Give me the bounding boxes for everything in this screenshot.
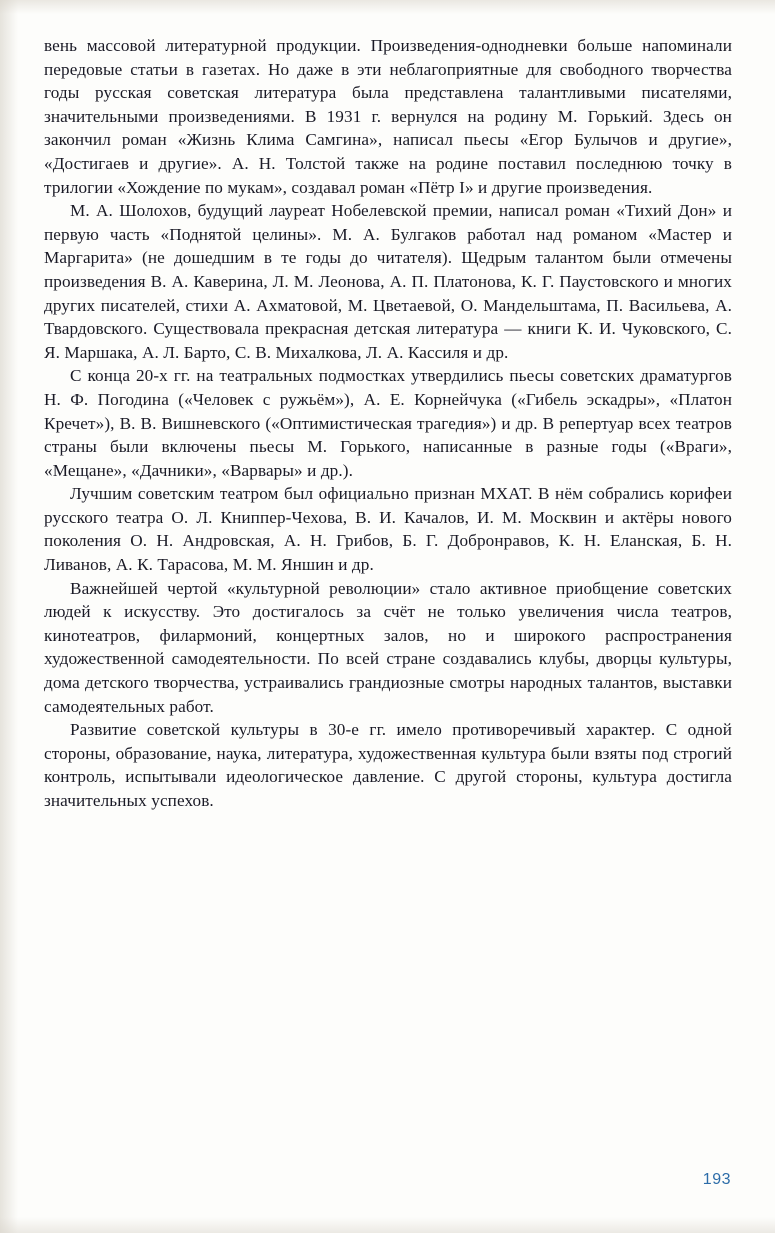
paragraph: Развитие советской культуры в 30-е гг. имело противоречивый характер. С одной стороны, образование, наука, литература, художественная культура были взяты под строгий контроль, испытывали идеологическое давление. С другой стороны, культура достигла значительных успехов. [44,720,732,810]
paragraph: Важнейшей чертой «культурной революции» стало активное приобщение советских людей к искусству. Это достигалось за счёт не только увеличения числа театров, кинотеатров, филармоний, концертных залов, но и широкого распространения художественной самодеятельности. По всей стране создавались клубы, дворцы культуры, дома детского творчества, устраивались грандиозные смотры народных талантов, выставки самодеятельных работ. [44,578,732,716]
page-edge-shading-bottom [0,1217,775,1233]
page-text-column [44,34,732,813]
page-edge-shading-top [0,0,775,14]
paragraph: Лучшим советским театром был официально признан МХАТ. В нём собрались корифеи русского театра О. Л. Книппер-Чехова, В. И. Качалов, И. М. Москвин и актёры нового поколения О. Н. Андровская, А. Н. Грибов, Б. Г. Добронравов, К. Н. Еланская, Б. Н. Ливанов, А. К. Тарасова, М. М. Яншин и др. [44,484,732,575]
paragraph: вень массовой литературной продукции. Произведения-однодневки больше напоминали передовые статьи в газетах. Но даже в эти неблагоприятные для свободного творчества годы русская советская литература была представлена талантливыми писателями, значительными произведениями. В 1931 г. вернулся на родину М. Горький. Здесь он закончил роман «Жизнь Клима Самгина», написал пьесы «Егор Булычов и другие», «Достигаев и другие». А. Н. Толстой также на родине поставил последнюю точку в трилогии «Хождение по мукам», создавал роман «Пётр I» и другие произведения. [44,36,732,197]
paragraph: С конца 20-х гг. на театральных подмостках утвердились пьесы советских драматургов Н. Ф. Погодина («Человек с ружьём»), А. Е. Корнейчука («Гибель эскадры», «Платон Кречет»), В. В. Вишневского («Оптимистическая трагедия») и др. В репертуар всех театров страны были включены пьесы М. Горького, написанные в разные годы («Враги», «Мещане», «Дачники», «Варвары» и др.). [44,366,732,480]
page-number: 193 [702,1171,731,1188]
paragraph: М. А. Шолохов, будущий лауреат Нобелевской премии, написал роман «Тихий Дон» и первую часть «Поднятой целины». М. А. Булгаков работал над романом «Мастер и Маргарита» (не дошедшим в те годы до читателя). Щедрым талантом были отмечены произведения В. А. Каверина, Л. М. Леонова, А. П. Платонова, К. Г. Паустовского и многих других писателей, стихи А. Ахматовой, М. Цветаевой, О. Мандельштама, П. Васильева, А. Твардовского. Существовала прекрасная детская литература — книги К. И. Чуковского, С. Я. Маршака, А. Л. Барто, С. В. Михалкова, Л. А. Кассиля и др. [44,201,732,362]
page-edge-shading-left [0,0,18,1233]
